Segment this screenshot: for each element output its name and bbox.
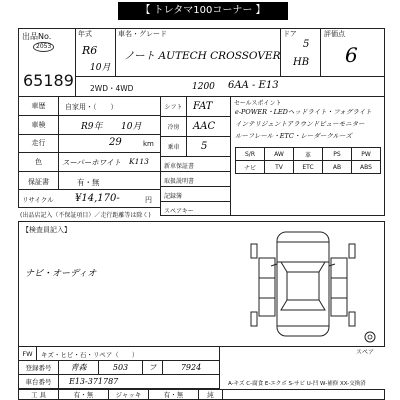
- windshield-label: FW: [19, 347, 37, 360]
- ac-row: [161, 117, 230, 137]
- lot-label: 出品No.: [22, 32, 52, 41]
- windshield-row: [18, 347, 220, 361]
- equip-cell: ABS: [352, 161, 381, 174]
- sheet-title: 【 トレタマ100コーナー 】: [140, 5, 266, 16]
- history-value: 自家用・（ ）: [65, 103, 118, 111]
- equip-cell: TV: [265, 161, 294, 174]
- registration-label: 登録番号: [19, 361, 59, 374]
- seats-label: 乗車: [161, 137, 187, 156]
- seats-row: [161, 137, 230, 157]
- jack-label: ジャッキ: [109, 390, 149, 399]
- mileage-unit: km: [143, 139, 154, 148]
- tools-label: 工 具: [19, 390, 59, 399]
- right-side-panel: [331, 258, 347, 316]
- recycle-value: ¥14,170-: [75, 193, 120, 204]
- rear-right-wheel: [349, 312, 355, 326]
- header-bar: [118, 2, 288, 20]
- registration-pref: 青森: [59, 361, 99, 374]
- inspector-box: [18, 221, 385, 347]
- sales-label: セールスポイント: [234, 100, 282, 107]
- item-row-2: [161, 172, 230, 187]
- recycle-row: [18, 189, 161, 208]
- registration-row: [18, 361, 220, 375]
- recycle-unit: 円: [145, 196, 152, 204]
- color-code: K113: [129, 157, 149, 167]
- shift-row: [161, 97, 230, 117]
- tools-value: 有・無: [59, 390, 109, 399]
- history-label: 車歴: [19, 97, 59, 115]
- color-value: スーパーホワイト: [62, 158, 122, 168]
- detail-row-color: [19, 153, 160, 172]
- inspector-label: 【検査員記入】: [22, 226, 71, 234]
- year-era: R6: [82, 44, 98, 57]
- equip-cell: ETC: [294, 161, 323, 174]
- detail-row-warranty: [19, 172, 160, 190]
- vehicle-top-row: [75, 28, 385, 77]
- shift-value: FAT: [193, 101, 213, 112]
- side-mirrors: [271, 264, 335, 266]
- roof-panel: [287, 272, 319, 300]
- door-label: ドア: [283, 30, 297, 38]
- damage-legend: A-キズ C-腐食 E-エクボ S-サビ U-凹 W-補修 XX-交換済: [228, 381, 366, 387]
- middle-box: [160, 96, 231, 216]
- registration-number: 7924: [180, 363, 202, 372]
- chassis-row: [18, 375, 220, 389]
- equip-cell: PW: [352, 148, 381, 161]
- equip-cell: PS: [323, 148, 352, 161]
- seats-value: 5: [201, 141, 208, 152]
- lot-box: [18, 28, 76, 97]
- jack-value: 有・無: [149, 390, 199, 399]
- mileage-value: 29: [109, 136, 122, 148]
- equip-cell: 革: [294, 148, 323, 161]
- equipment-grid: [235, 147, 381, 174]
- windshield-outline: [281, 262, 325, 272]
- front-left-wheel: [251, 244, 257, 258]
- spec-row: [75, 76, 385, 97]
- displacement: 1200: [192, 82, 215, 92]
- item-row-4: [161, 202, 230, 216]
- sales-line-3: ルーフレール・ETC・レーダークルーズ: [235, 132, 352, 140]
- item-row-1: [161, 157, 230, 172]
- chassis-value: E13-371787: [69, 377, 119, 386]
- detail-row-inspection: [19, 116, 160, 135]
- equip-cell: ナビ: [236, 161, 265, 174]
- ac-label: 冷房: [161, 117, 187, 136]
- year-month: 10月: [90, 63, 111, 73]
- rear-left-wheel: [251, 312, 257, 326]
- seller-note: (出品店記入（不保証項目）／走行距離等は除く): [20, 212, 151, 219]
- year-label: 年式: [78, 30, 92, 38]
- detail-row-history: [19, 97, 160, 116]
- spare-label: スペア: [356, 349, 375, 356]
- lot-number: 65189: [23, 71, 74, 90]
- spare-tire-icon: [364, 331, 376, 343]
- lot-stamp: 2053: [33, 42, 54, 52]
- door-value: 5: [303, 39, 310, 50]
- car-body-outline: [277, 232, 329, 336]
- equip-cell: S/R: [236, 148, 265, 161]
- item-label-3: 記録簿: [164, 193, 183, 200]
- warranty-value: 有・無: [77, 178, 100, 188]
- item-label-2: 取扱説明書: [164, 178, 195, 185]
- body-type: HB: [293, 57, 310, 68]
- score-value: 6: [345, 43, 358, 67]
- color-label: 色: [19, 153, 59, 171]
- genuine-label: 純: [199, 390, 223, 399]
- equip-cell: AB: [323, 161, 352, 174]
- equip-cell: AW: [265, 148, 294, 161]
- inspector-note: ナビ・オーディオ: [25, 269, 97, 279]
- shift-label: シフト: [161, 97, 187, 116]
- sales-line-2: インテリジェントアラウンドビューモニター: [235, 120, 365, 128]
- score-label: 評価点: [324, 30, 345, 38]
- item-row-3: [161, 187, 230, 202]
- name-label: 車名・グレード: [118, 30, 167, 38]
- inspection-label: 車検: [19, 116, 59, 134]
- year-cell: [76, 29, 116, 76]
- ac-value: AAC: [193, 121, 216, 132]
- details-box: [18, 96, 161, 190]
- rear-glass-outline: [281, 300, 325, 310]
- name-cell: [116, 29, 281, 76]
- sales-line-1: e-POWER・LEDヘッドライト・フォグライト: [235, 108, 372, 116]
- chassis-label: 車台番号: [19, 375, 59, 388]
- item-label-4: スペアキー: [164, 208, 194, 215]
- recycle-label: リサイクル: [22, 196, 54, 204]
- sales-box: [230, 96, 385, 216]
- name-value: ノート AUTECH CROSSOVER: [124, 50, 281, 62]
- registration-kana: フ: [143, 361, 163, 374]
- registration-class: 503: [99, 361, 143, 374]
- item-label-1: 新車保証書: [164, 163, 195, 170]
- mileage-label: 走行: [19, 135, 59, 153]
- score-cell: [321, 29, 385, 76]
- tools-row: [18, 389, 385, 400]
- inspection-year: R9年: [81, 121, 103, 132]
- car-diagram: [247, 224, 359, 344]
- model-code: 6AA - E13: [228, 80, 279, 91]
- door-cell: [281, 29, 321, 76]
- left-side-panel: [259, 258, 275, 316]
- inspection-month: 10月: [121, 121, 142, 132]
- windshield-text: キズ・ヒビ・石・リペア（ ）: [41, 351, 139, 359]
- detail-row-mileage: [19, 135, 160, 154]
- warranty-label: 保証書: [19, 172, 59, 190]
- front-right-wheel: [349, 244, 355, 258]
- drive-type: 2WD・4WD: [90, 84, 134, 93]
